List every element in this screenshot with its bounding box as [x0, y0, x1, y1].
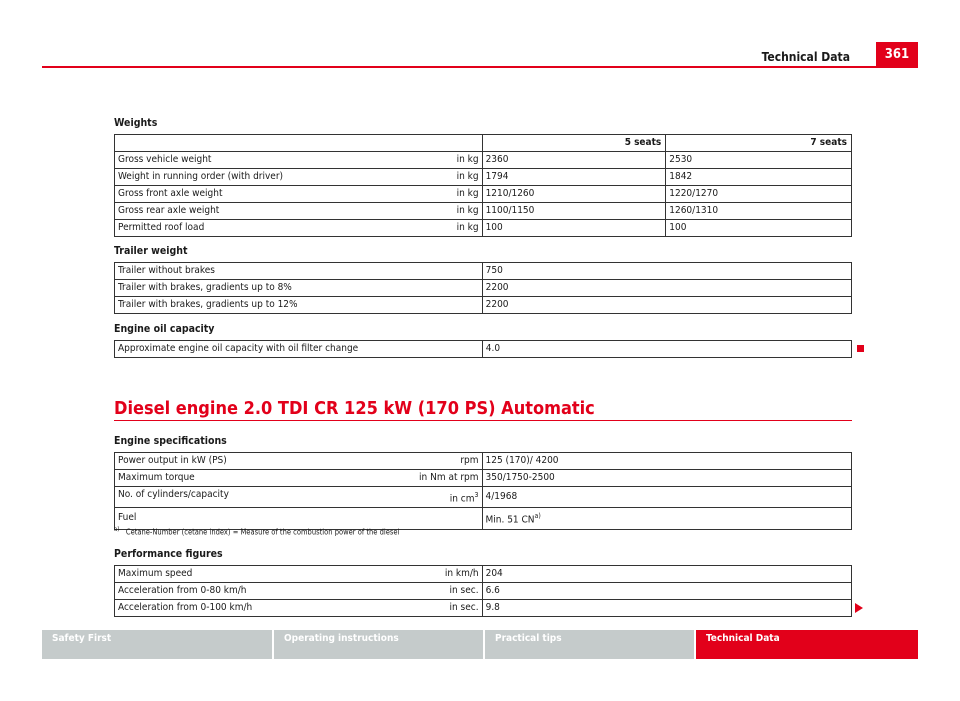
- header-cell: [115, 135, 483, 152]
- engine-specs-table: [114, 452, 852, 530]
- value-cell: 750: [482, 263, 851, 280]
- table-row: [115, 487, 852, 508]
- table-row: [115, 152, 852, 169]
- value-cell: 1220/1270: [666, 186, 852, 203]
- row-label-cell: [115, 600, 483, 617]
- value-cell: 350/1750-2500: [482, 470, 851, 487]
- row-label-cell: [115, 583, 483, 600]
- value-cell: 100: [482, 220, 666, 237]
- value-cell: Min. 51 CN: [485, 514, 535, 526]
- row-label-cell: [115, 487, 483, 508]
- oil-title: Engine oil capacity: [114, 323, 215, 335]
- row-label: Maximum speed: [118, 568, 193, 579]
- value-cell-wrap: [482, 508, 851, 529]
- row-unit: in kg: [456, 188, 479, 199]
- row-label: Gross front axle weight: [118, 188, 223, 199]
- row-unit: in sec.: [449, 602, 479, 613]
- row-label-cell: [115, 152, 483, 169]
- row-label-cell: [115, 470, 483, 487]
- row-label: Trailer with brakes, gradients up to 8%: [115, 280, 483, 297]
- value-cell: 100: [666, 220, 852, 237]
- row-label: Acceleration from 0-80 km/h: [118, 585, 247, 596]
- value-cell: 125 (170)/ 4200: [482, 453, 851, 470]
- value-cell: 1100/1150: [482, 203, 666, 220]
- row-label-cell: [115, 453, 483, 470]
- engine-specs-title: Engine specifications: [114, 435, 227, 447]
- value-cell: 6.6: [482, 583, 851, 600]
- table-row: [115, 297, 852, 314]
- row-label: Trailer with brakes, gradients up to 12%: [115, 297, 483, 314]
- row-unit-wrap: [450, 487, 479, 507]
- row-unit: in kg: [456, 171, 479, 182]
- footnote-text: Cetane-Number (cetane index) = Measure of the combustion power of the diesel: [125, 527, 400, 537]
- row-label: Acceleration from 0-100 km/h: [118, 602, 253, 613]
- weights-title: Weights: [114, 117, 158, 129]
- value-cell: 4/1968: [482, 487, 851, 508]
- footnote: [114, 526, 399, 537]
- footnote-ref: a): [534, 512, 541, 521]
- row-label-cell: [115, 186, 483, 203]
- value-cell: 1260/1310: [666, 203, 852, 220]
- table-header-row: [115, 135, 852, 152]
- performance-title: Performance figures: [114, 548, 223, 560]
- value-cell: 9.8: [482, 600, 851, 617]
- table-row: [115, 341, 852, 358]
- row-unit: in Nm at rpm: [419, 472, 479, 483]
- page-header-title: Technical Data: [761, 50, 850, 64]
- footer-tab-operating-instructions[interactable]: Operating instructions: [274, 630, 483, 659]
- table-row: [115, 220, 852, 237]
- unit-superscript: 3: [474, 491, 479, 499]
- row-label-cell: [115, 220, 483, 237]
- header-cell: 5 seats: [482, 135, 666, 152]
- row-label: No. of cylinders/capacity: [118, 489, 229, 500]
- row-label: Weight in running order (with driver): [118, 171, 284, 182]
- continued-arrow-icon: [855, 603, 863, 613]
- table-row: [115, 453, 852, 470]
- value-cell: 1210/1260: [482, 186, 666, 203]
- value-cell: 1842: [666, 169, 852, 186]
- engine-heading: Diesel engine 2.0 TDI CR 125 kW (170 PS) Automatic: [114, 398, 595, 419]
- table-row: [115, 263, 852, 280]
- value-cell: 2530: [666, 152, 852, 169]
- footer-nav: [42, 630, 918, 659]
- row-label-cell: [115, 169, 483, 186]
- footnote-marker: a): [114, 526, 120, 533]
- trailer-table: [114, 262, 852, 314]
- row-label: Fuel: [118, 512, 137, 524]
- performance-table: [114, 565, 852, 617]
- table-row: [115, 280, 852, 297]
- section-end-marker: [857, 345, 864, 352]
- footer-tab-technical-data[interactable]: Technical Data: [696, 630, 918, 659]
- row-label: Approximate engine oil capacity with oil filter change: [115, 341, 483, 358]
- value-cell: 1794: [482, 169, 666, 186]
- row-label: Permitted roof load: [118, 222, 205, 233]
- table-row: [115, 566, 852, 583]
- weights-table: [114, 134, 852, 237]
- row-label: Gross vehicle weight: [118, 154, 212, 165]
- row-unit: in km/h: [444, 568, 479, 579]
- row-label: Maximum torque: [118, 472, 195, 483]
- row-unit: in sec.: [449, 585, 479, 596]
- heading-rule: [114, 420, 852, 421]
- row-label: Trailer without brakes: [115, 263, 483, 280]
- row-label: Power output in kW (PS): [118, 455, 227, 466]
- value-cell: 204: [482, 566, 851, 583]
- trailer-title: Trailer weight: [114, 245, 188, 257]
- footer-tab-safety-first[interactable]: Safety First: [42, 630, 272, 659]
- header-rule: [42, 66, 918, 68]
- value-cell: 2200: [482, 297, 851, 314]
- row-unit: in cm: [449, 493, 475, 505]
- table-row: [115, 169, 852, 186]
- oil-table: [114, 340, 852, 358]
- row-label-cell: [115, 203, 483, 220]
- row-label: Gross rear axle weight: [118, 205, 220, 216]
- row-unit: in kg: [456, 205, 479, 216]
- table-row: [115, 600, 852, 617]
- value-cell: 2200: [482, 280, 851, 297]
- table-row: [115, 470, 852, 487]
- value-cell: 4.0: [482, 341, 851, 358]
- footer-tab-practical-tips[interactable]: Practical tips: [485, 630, 694, 659]
- row-label-cell: [115, 566, 483, 583]
- table-row: [115, 203, 852, 220]
- header-cell: 7 seats: [666, 135, 852, 152]
- row-unit: in kg: [456, 222, 479, 233]
- row-unit: in kg: [456, 154, 479, 165]
- value-cell: 2360: [482, 152, 666, 169]
- page-number: 361: [876, 42, 918, 66]
- row-unit: rpm: [460, 455, 479, 466]
- table-row: [115, 186, 852, 203]
- table-row: [115, 583, 852, 600]
